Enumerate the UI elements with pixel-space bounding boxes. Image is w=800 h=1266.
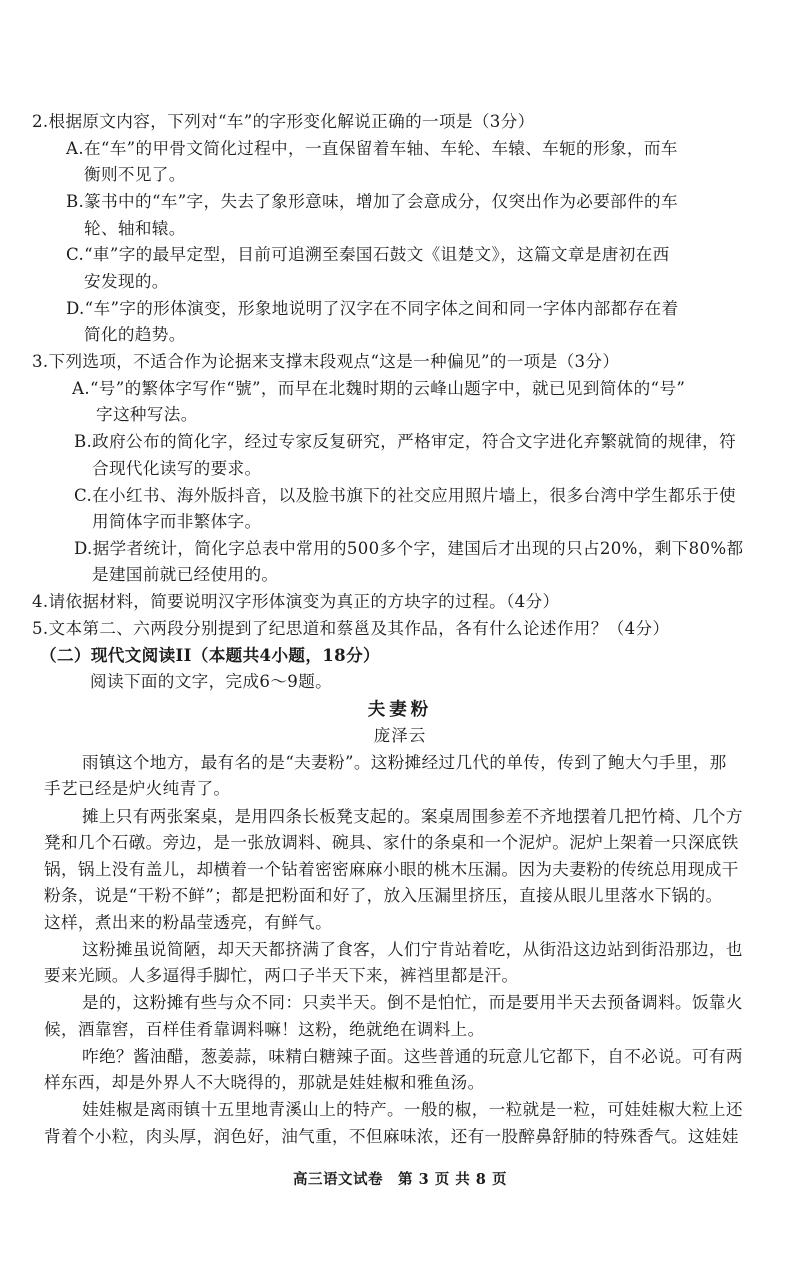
article-paragraph-4: 是的，这粉摊有些与众不同：只卖半天。倒不是怕忙，而是要用半天去预备调料。饭靠火 <box>82 993 743 1012</box>
question-2-option-b: B.篆书中的“车”字，失去了象形意味，增加了会意成分，仅突出作为必要部件的车 <box>66 192 678 211</box>
question-2-option-a: A.在“车”的甲骨文简化过程中，一直保留着车轴、车轮、车辕、车轭的形象，而车 <box>66 139 678 158</box>
article-paragraph-5-cont: 样东西，却是外界人不大晓得的，那就是娃娃椒和雅鱼汤。 <box>44 1073 485 1092</box>
article-paragraph-2: 摊上只有两张案桌，是用四条长板凳支起的。案桌周围参差不齐地摆着几把竹椅、几个方 <box>82 807 743 826</box>
question-3-option-c-cont: 用简体字而非繁体字。 <box>92 512 262 531</box>
question-3-stem: 3.下列选项，不适合作为论据来支撑末段观点“这是一种偏见”的一项是（3分） <box>32 352 620 371</box>
reading-instruction: 阅读下面的文字，完成6～9题。 <box>90 672 333 691</box>
article-paragraph-2-cont: 凳和几个石礅。旁边，是一张放调料、碗具、家什的条桌和一个泥炉。泥炉上架着一只深底铁 <box>44 833 739 852</box>
article-paragraph-2-cont: 锅，锅上没有盖儿，却横着一个钻着密密麻麻小眼的桃木压漏。因为夫妻粉的传统总用现成干 <box>44 860 739 879</box>
question-3-option-a-cont: 字这种写法。 <box>96 405 198 424</box>
question-3-option-b-cont: 合现代化读写的要求。 <box>92 459 262 478</box>
article-paragraph-2-cont: 这样，煮出来的粉晶莹透亮，有鲜气。 <box>44 913 333 932</box>
question-3-option-c: C.在小红书、海外版抖音，以及脸书旗下的社交应用照片墙上，很多台湾中学生都乐于使 <box>74 486 736 505</box>
question-2-option-c: C.“車”字的最早定型，目前可追溯至秦国石鼓文《诅楚文》，这篇文章是唐初在西 <box>66 245 670 264</box>
article-author: 庞泽云 <box>373 726 427 745</box>
question-2-option-c-cont: 安发现的。 <box>84 272 169 291</box>
article-paragraph-3: 这粉摊虽说简陋，却天天都挤满了食客，人们宁肯站着吃，从街沿这边站到街沿那边，也 <box>82 940 743 959</box>
question-2-option-d-cont: 简化的趋势。 <box>84 325 186 344</box>
article-paragraph-1-cont: 手艺已经是炉火纯青了。 <box>44 779 231 798</box>
question-3-option-d-cont: 是建国前就已经使用的。 <box>92 565 279 584</box>
article-paragraph-3-cont: 要来光顾。人多逼得手脚忙，两口子半天下来，裤裆里都是汗。 <box>44 966 519 985</box>
page-footer: 高三语文试卷 第 3 页 共 8 页 <box>293 1171 507 1188</box>
article-paragraph-2-cont: 粉条，说是“干粉不鲜”；都是把粉面和好了，放入压漏里挤压，直接从眼儿里落水下锅的。 <box>44 886 723 905</box>
article-paragraph-6: 娃娃椒是离雨镇十五里地青溪山上的特产。一般的椒，一粒就是一粒，可娃娃椒大粒上还 <box>82 1100 743 1119</box>
question-2-option-d: D.“车”字的形体演变，形象地说明了汉字在不同字体之间和同一字体内部都存在着 <box>66 299 679 318</box>
question-4: 4.请依据材料，简要说明汉字形体演变为真正的方块字的过程。（4分） <box>32 592 560 611</box>
article-paragraph-5: 咋绝？酱油醋，葱姜蒜，味精白糖辣子面。这些普通的玩意儿它都下，自不必说。可有两 <box>82 1047 743 1066</box>
article-paragraph-4-cont: 候，酒靠窖，百样佳肴靠调料嘛！这粉，绝就绝在调料上。 <box>44 1020 485 1039</box>
question-2-option-a-cont: 衡则不见了。 <box>84 165 186 184</box>
article-paragraph-1: 雨镇这个地方，最有名的是“夫妻粉”。这粉摊经过几代的单传，传到了鲍大勺手里，那 <box>82 753 727 772</box>
article-title: 夫妻粉 <box>367 700 433 720</box>
question-3-option-a: A.“号”的繁体字写作“號”，而早在北魏时期的云峰山题字中，就已见到简体的“号” <box>72 379 686 398</box>
section-heading: （二）现代文阅读II（本题共4小题，18分） <box>40 645 380 665</box>
article-paragraph-6-cont: 背着个小粒，肉头厚，润色好，油气重，不但麻味浓，还有一股醉鼻舒肺的特殊香气。这娃娃 <box>44 1127 739 1146</box>
question-3-option-d: D.据学者统计，简化字总表中常用的500多个字，建国后才出现的只占20%，剩下80%都 <box>74 539 744 558</box>
question-3-option-b: B.政府公布的简化字，经过专家反复研究，严格审定，符合文字进化弃繁就简的规律，符 <box>74 432 737 451</box>
question-5: 5.文本第二、六两段分别提到了纪思道和蔡邕及其作品，各有什么论述作用？（4分） <box>32 619 670 638</box>
question-2-stem: 2.根据原文内容，下列对“车”的字形变化解说正确的一项是（3分） <box>32 112 535 131</box>
question-2-option-b-cont: 轮、轴和辕。 <box>84 219 186 238</box>
